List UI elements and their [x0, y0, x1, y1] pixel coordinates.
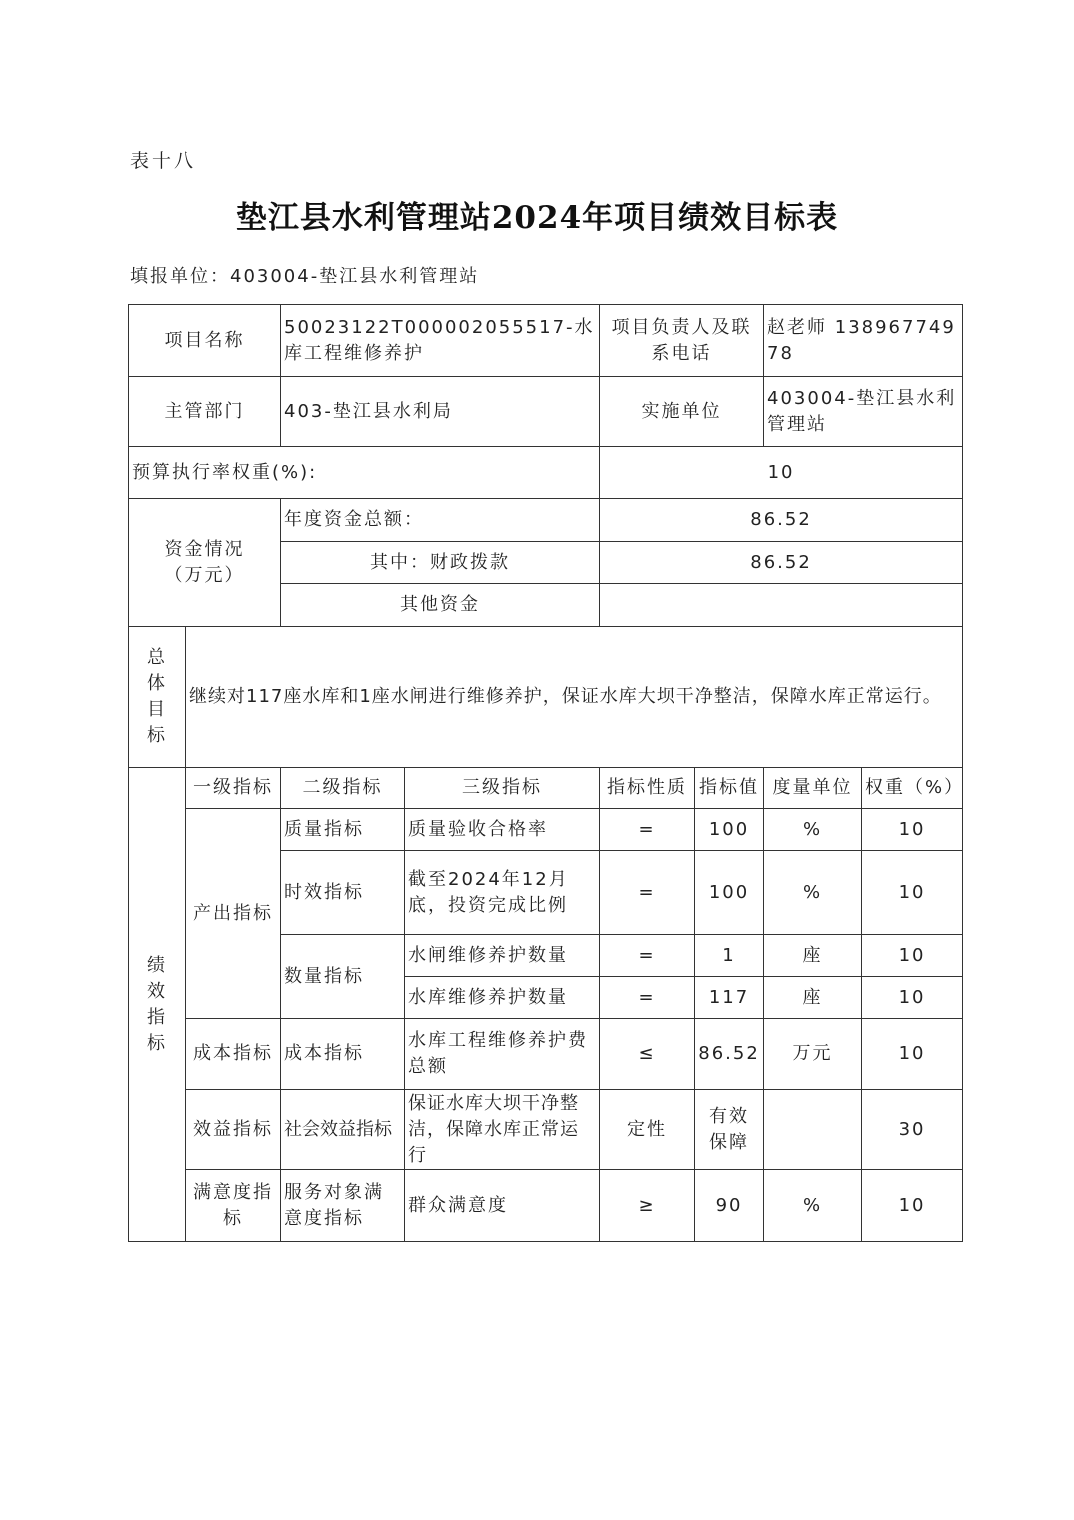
indicator-level2: 成本指标 — [281, 1019, 405, 1090]
project-leader-value: 赵老师 13896774978 — [764, 305, 963, 377]
performance-table — [128, 304, 963, 1242]
indicator-unit: 座 — [764, 977, 862, 1019]
fiscal-label: 其中：财政拨款 — [281, 542, 600, 584]
indicator-row — [129, 1170, 963, 1242]
dept-value: 403-垫江县水利局 — [281, 377, 600, 447]
impl-unit-value: 403004-垫江县水利管理站 — [764, 377, 963, 447]
indicator-level3: 水库工程维修养护费总额 — [405, 1019, 600, 1090]
other-funds-value — [600, 584, 963, 627]
header-nature: 指标性质 — [600, 768, 695, 809]
page-title: 垫江县水利管理站2024年项目绩效目标表 — [235, 200, 839, 236]
indicator-nature: = — [600, 851, 695, 935]
indicator-level3: 水闸维修养护数量 — [405, 935, 600, 977]
indicator-level1: 满意度指标 — [186, 1170, 281, 1242]
overall-goal-row — [129, 627, 963, 768]
indicator-weight: 10 — [862, 809, 963, 851]
fill-unit: 填报单位：403004-垫江县水利管理站 — [130, 266, 480, 287]
dept-row — [129, 377, 963, 447]
overall-goal-text: 继续对117座水库和1座水闸进行维修养护，保证水库大坝干净整洁，保障水库正常运行。 — [186, 627, 963, 768]
other-funds-label: 其他资金 — [281, 584, 600, 627]
indicator-level2: 服务对象满意度指标 — [281, 1170, 405, 1242]
project-name-label: 项目名称 — [129, 305, 281, 377]
indicator-unit: 座 — [764, 935, 862, 977]
indicator-nature: = — [600, 935, 695, 977]
indicator-weight: 10 — [862, 935, 963, 977]
indicator-nature: ≥ — [600, 1170, 695, 1242]
indicator-value: 90 — [695, 1170, 764, 1242]
indicator-level3: 水库维修养护数量 — [405, 977, 600, 1019]
indicator-value: 117 — [695, 977, 764, 1019]
indicator-unit: % — [764, 851, 862, 935]
header-level3: 三级指标 — [405, 768, 600, 809]
indicator-level3: 质量验收合格率 — [405, 809, 600, 851]
indicator-weight: 10 — [862, 1170, 963, 1242]
indicator-level1: 产出指标 — [186, 809, 281, 1019]
indicator-unit: % — [764, 809, 862, 851]
indicator-row — [129, 1019, 963, 1090]
indicator-row — [129, 1090, 963, 1170]
budget-weight-value: 10 — [600, 447, 963, 499]
indicator-header-row — [129, 768, 963, 809]
header-value: 指标值 — [695, 768, 764, 809]
indicator-unit: % — [764, 1170, 862, 1242]
indicator-level3: 截至2024年12月底，投资完成比例 — [405, 851, 600, 935]
page-label: 表十八 — [130, 150, 197, 172]
indicator-value: 1 — [695, 935, 764, 977]
annual-total-value: 86.52 — [600, 499, 963, 542]
project-name-value: 50023122T000002055517-水库工程维修养护 — [281, 305, 600, 377]
indicator-level2: 质量指标 — [281, 809, 405, 851]
indicator-weight: 10 — [862, 851, 963, 935]
indicator-value: 100 — [695, 809, 764, 851]
indicator-weight: 10 — [862, 977, 963, 1019]
annual-total-label: 年度资金总额： — [281, 499, 600, 542]
indicator-level2: 数量指标 — [281, 935, 405, 1019]
budget-weight-label: 预算执行率权重(%): — [129, 447, 600, 499]
funds-total-row — [129, 499, 963, 542]
indicator-value: 有效保障 — [695, 1090, 764, 1170]
header-level1: 一级指标 — [186, 768, 281, 809]
indicator-value: 100 — [695, 851, 764, 935]
indicator-weight: 10 — [862, 1019, 963, 1090]
dept-label: 主管部门 — [129, 377, 281, 447]
indicator-nature: 定性 — [600, 1090, 695, 1170]
project-name-row — [129, 305, 963, 377]
fiscal-value: 86.52 — [600, 542, 963, 584]
indicator-level1: 成本指标 — [186, 1019, 281, 1090]
indicator-level2: 时效指标 — [281, 851, 405, 935]
indicator-nature: = — [600, 977, 695, 1019]
indicator-unit: 万元 — [764, 1019, 862, 1090]
indicator-level3: 保证水库大坝干净整洁，保障水库正常运行 — [405, 1090, 600, 1170]
project-leader-label: 项目负责人及联系电话 — [600, 305, 764, 377]
header-level2: 二级指标 — [281, 768, 405, 809]
indicator-unit — [764, 1090, 862, 1170]
overall-goal-label: 总体目标 — [129, 627, 186, 768]
impl-unit-label: 实施单位 — [600, 377, 764, 447]
indicator-level1: 效益指标 — [186, 1090, 281, 1170]
indicator-row — [129, 809, 963, 851]
header-weight: 权重（%） — [862, 768, 963, 809]
indicator-level2: 社会效益指标 — [281, 1090, 405, 1170]
indicator-level3: 群众满意度 — [405, 1170, 600, 1242]
indicator-nature: = — [600, 809, 695, 851]
budget-weight-row — [129, 447, 963, 499]
header-unit: 度量单位 — [764, 768, 862, 809]
performance-label: 绩效指标 — [129, 768, 186, 1242]
funds-label: 资金情况（万元） — [129, 499, 281, 627]
indicator-nature: ≤ — [600, 1019, 695, 1090]
indicator-value: 86.52 — [695, 1019, 764, 1090]
indicator-weight: 30 — [862, 1090, 963, 1170]
